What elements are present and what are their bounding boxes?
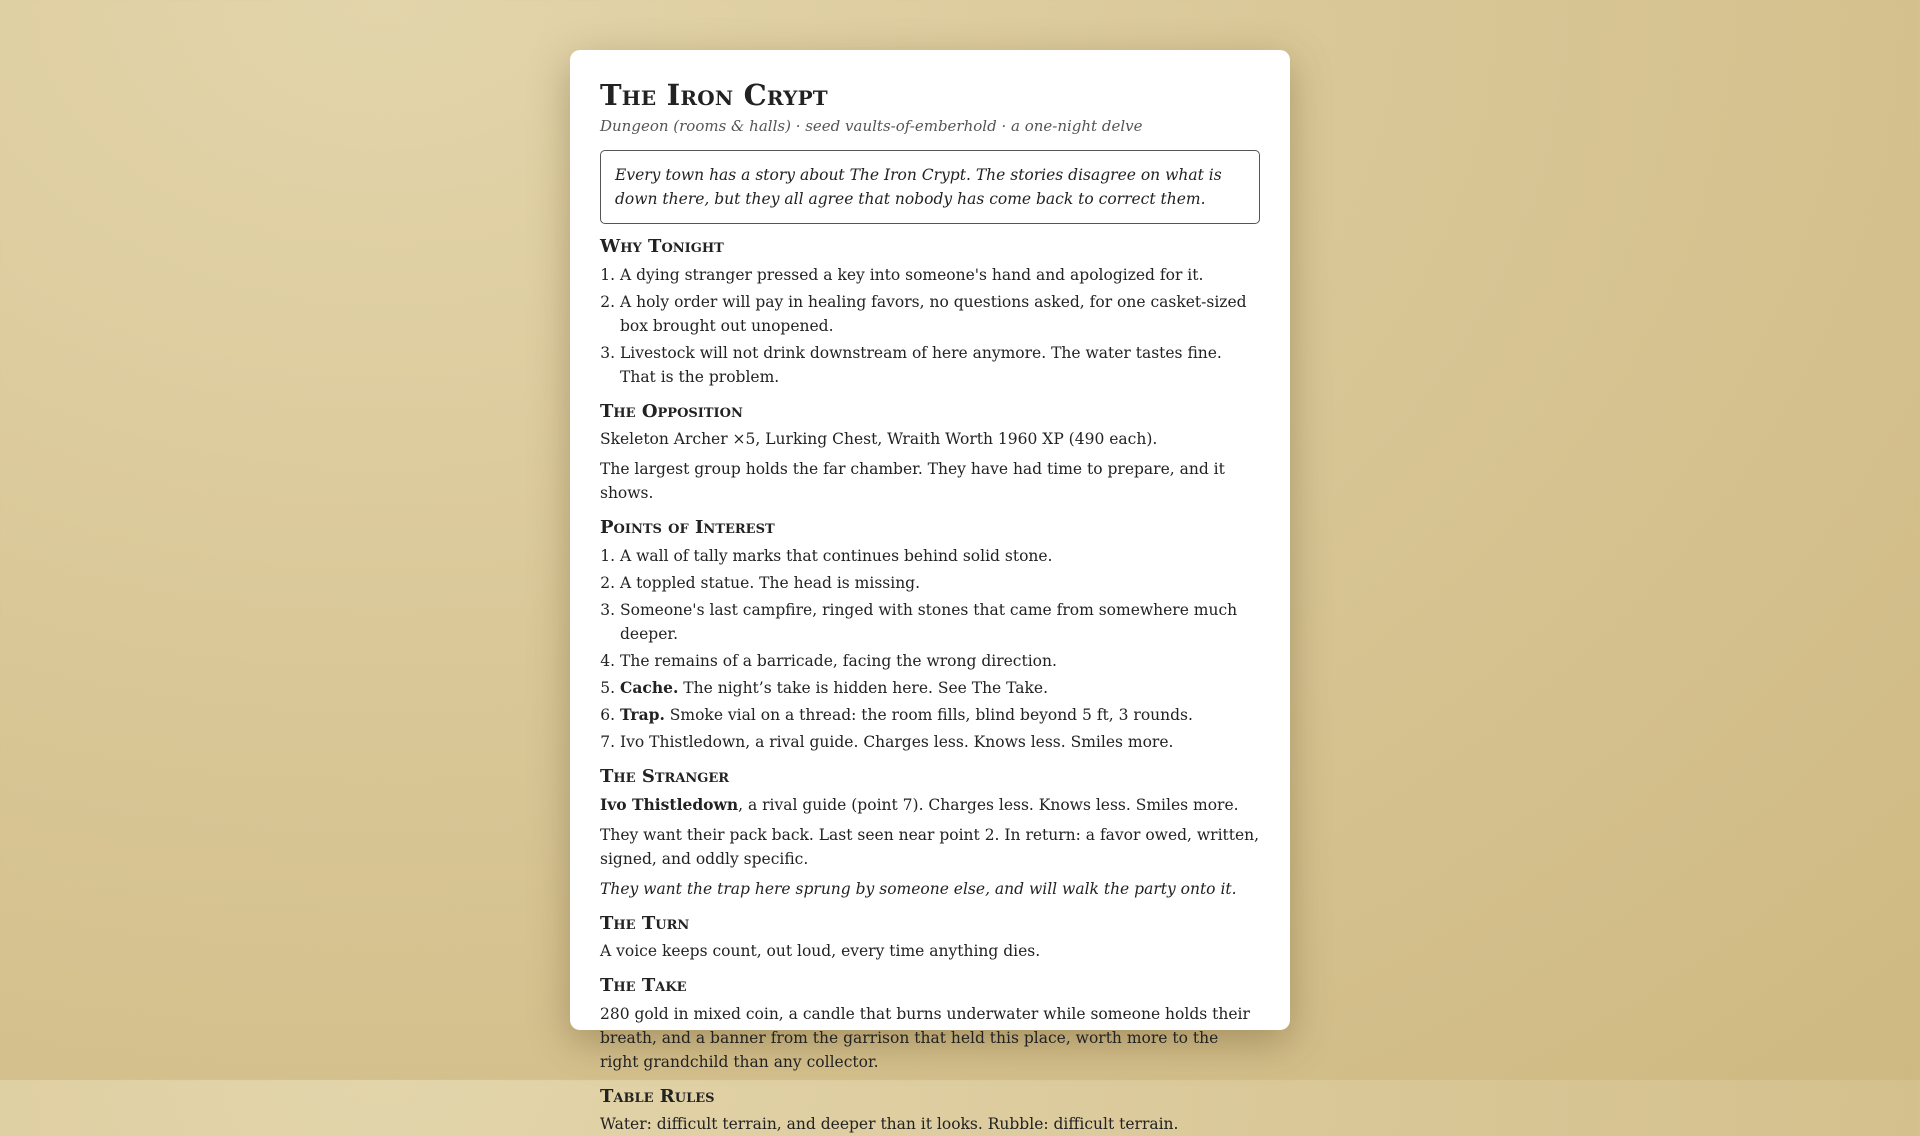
opposition-note: The largest group holds the far chamber. They have had time to prepare, and it shows. [600,460,1225,503]
list-item [620,598,1260,646]
section-heading-take: The Take [600,975,687,997]
list-item [620,544,1260,568]
stranger-want: They want their pack back. Last seen near point 2. In return: a favor owed, written, signed, and oddly specific. [600,825,1260,868]
list-item-text: A wall of tally marks that continues behind solid stone. [620,546,1053,565]
list-item-text: The remains of a barricade, facing the wrong direction. [620,652,1057,671]
adventure-card [570,50,1290,1134]
section-heading-stranger: The Stranger [600,766,730,788]
table-rules-text: Water: difficult terrain, and deeper than it looks. Rubble: difficult terrain. [600,1115,1179,1134]
list-item-text: Someone's last campfire, ringed with stones that came from somewhere much deeper. [620,600,1238,643]
intro-box: Every town has a story about The Iron Crypt. The stories disagree on what is down there, but they all agree that nobody has come back to correct them. [600,150,1260,224]
list-item [620,730,1260,754]
section-heading-table-rules: Table Rules [600,1085,715,1107]
points-of-interest-list [600,544,1260,754]
page-title: The Iron Crypt [600,78,828,112]
stranger-secret: They want the trap here sprung by someone else, and will walk the party onto it. [600,879,1237,898]
section-heading-why-tonight: Why Tonight [600,236,724,258]
list-item [620,649,1260,673]
section-heading-turn: The Turn [600,912,690,934]
stranger-intro [600,793,1260,817]
list-item-text: Smoke vial on a thread: the room fills, blind beyond 5 ft, 3 rounds. [664,706,1193,725]
stranger-name: Ivo Thistledown [600,794,739,814]
list-item-text: A toppled statue. The head is missing. [620,573,921,592]
turn-text: A voice keeps count, out loud, every time anything dies. [600,942,1041,961]
list-item: 3. Livestock will not drink downstream of here anymore. The water tastes fine. That is the problem. [620,341,1260,389]
list-item [620,676,1260,700]
list-item-label: Trap. [620,705,665,725]
opposition-roster: Skeleton Archer ×5, Lurking Chest, Wraith Worth 1960 XP (490 each). [600,430,1158,449]
why-tonight-list [600,263,1260,389]
list-item [620,703,1260,727]
list-item: 2. A holy order will pay in healing favors, no questions asked, for one casket-sized box brought out unopened. [620,290,1260,338]
list-item [620,571,1260,595]
list-item-text: The night’s take is hidden here. See The Take. [678,679,1049,698]
page-subtitle: Dungeon (rooms & halls) · seed vaults-of-emberhold · a one-night delve [600,116,1143,135]
list-item-text: Ivo Thistledown, a rival guide. Charges less. Knows less. Smiles more. [620,733,1174,752]
section-heading-opposition: The Opposition [600,400,743,422]
stranger-desc: , a rival guide (point 7). Charges less. Knows less. Smiles more. [738,795,1239,814]
take-text: 280 gold in mixed coin, a candle that burns underwater while someone holds their breath, and a banner from the garrison that held this place, worth more to the right grandchild than any collector. [600,1004,1250,1071]
list-item: 1. A dying stranger pressed a key into someone's hand and apologized for it. [620,263,1260,287]
section-heading-points-of-interest: Points of Interest [600,517,775,539]
list-item-label: Cache. [620,678,679,698]
